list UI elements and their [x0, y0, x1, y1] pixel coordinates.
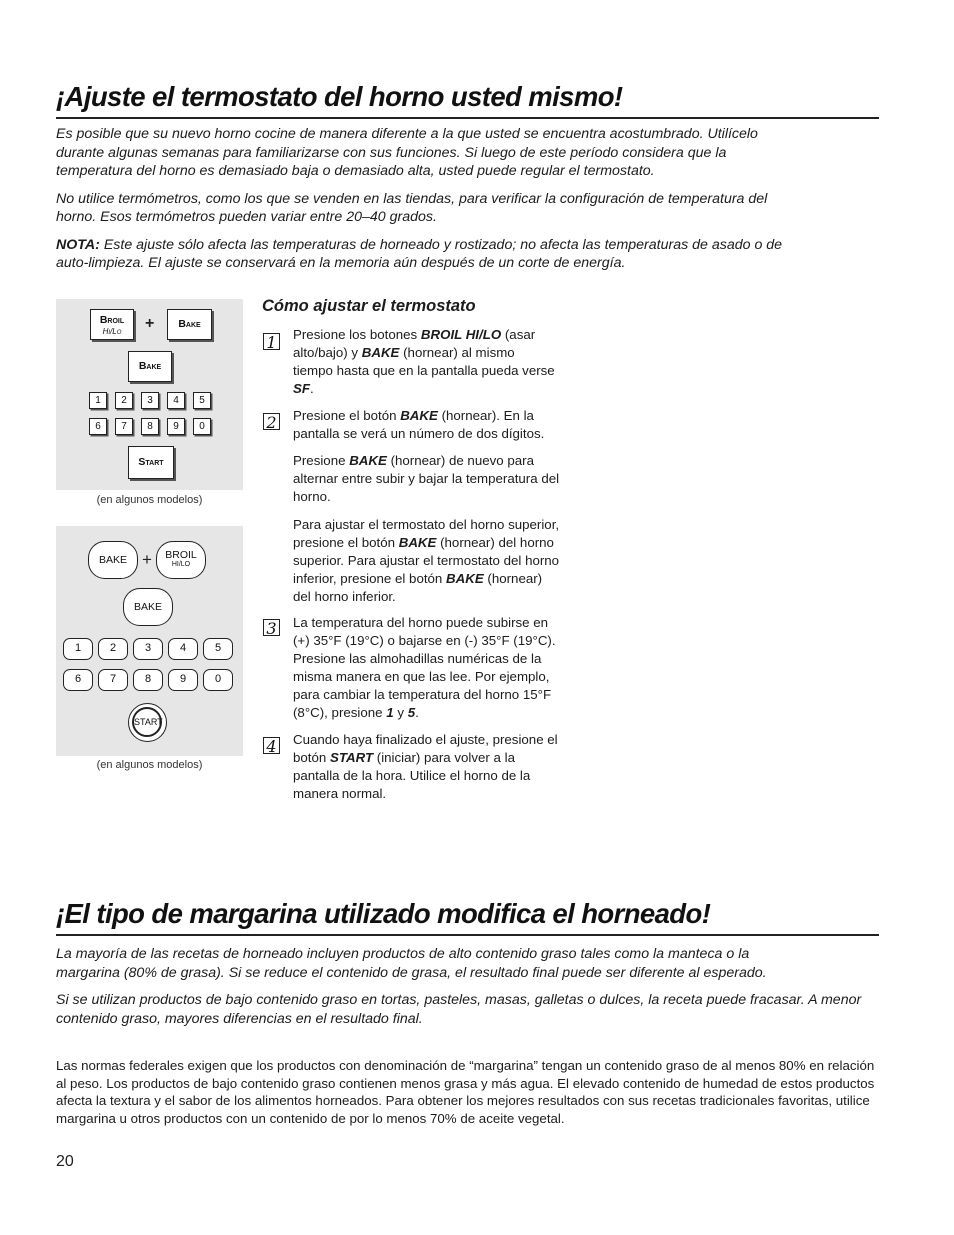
step-2-text-b: Presione BAKE (hornear) de nuevo para alternar entre subir y bajar la temperatura del horno.	[293, 453, 560, 504]
control-panel-1	[56, 299, 243, 490]
number-key-3[interactable]: 3	[141, 392, 159, 409]
note-paragraph	[56, 236, 801, 273]
broil-hi-lo-key[interactable]	[90, 309, 134, 340]
broil-key-sublabel: HI/LO	[171, 561, 191, 568]
step-3-text: La temperatura del horno puede subirse en (+) 35°F (19°C) o bajarse en (-) 35°F (19°C). Presione las almohadillas numéricas de la misma manera en que las lee. Por ejemplo, para cambiar la temperatura del horno 15°F (8°C), presione 1 y 5.	[293, 615, 556, 720]
section-title-margarine: ¡El tipo de margarina utilizado modifica el horneado!	[56, 897, 879, 936]
panel-2-caption: (en algunos modelos)	[96, 759, 203, 771]
broil-hi-lo-key[interactable]	[156, 541, 206, 579]
intro-paragraph-2: No utilice termómetros, como los que se venden en las tiendas, para verificar la configuración de temperatura del horno. Esos termómetros pueden variar entre 20–40 grados.	[56, 190, 768, 225]
bake-key-alt[interactable]: BAKE	[123, 588, 173, 626]
number-key-1[interactable]: 1	[63, 638, 93, 660]
number-key-2[interactable]: 2	[98, 638, 128, 660]
number-key-9[interactable]: 9	[168, 669, 198, 691]
number-key-6[interactable]: 6	[63, 669, 93, 691]
broil-key-label: BROIL	[165, 549, 197, 561]
broil-key-label: Broil	[99, 314, 125, 326]
margarine-paragraph-2: Si se utilizan productos de bajo contenido graso en tortas, pasteles, masas, galletas o dulces, la receta puede fracasar. A menor contenido graso, mayores diferencias en el resultado final.	[56, 992, 862, 1027]
bake-key[interactable]: Bake	[167, 309, 212, 340]
number-key-0[interactable]: 0	[193, 418, 211, 435]
step-number-3: 3	[263, 619, 280, 636]
number-key-5[interactable]: 5	[193, 392, 211, 409]
margarine-paragraph-3: Las normas federales exigen que los productos con denominación de “margarina” tengan un contenido graso de al menos 80% en relación al peso. Los productos de bajo contenido graso contienen menos grasa y más agua. El elevado contenido de humedad de estos productos afecta la textura y el sabor de los alimentos horneados. Para obtener los mejores resultados con sus recetas tradicionales favoritas, utilice margarina u otros productos con un contenido de por lo menos 70% de aceite vegetal.	[56, 1058, 875, 1126]
step-2-text: Presione el botón BAKE (hornear). En la pantalla se verá un número de dos dígitos.	[293, 408, 545, 441]
number-key-5[interactable]: 5	[203, 638, 233, 660]
bake-key[interactable]: BAKE	[88, 541, 138, 579]
number-key-8[interactable]: 8	[141, 418, 159, 435]
step-2-text-c: Para ajustar el termostato del horno superior, presione el botón BAKE (hornear) del horno superior. Para ajustar el termostato del horno inferior, presione el botón BAKE (hornear) del horno inferior.	[293, 517, 560, 604]
start-key[interactable]	[128, 703, 167, 742]
number-key-4[interactable]: 4	[167, 392, 185, 409]
number-key-8[interactable]: 8	[133, 669, 163, 691]
intro-paragraphs	[56, 125, 801, 282]
step-number-4: 4	[263, 737, 280, 754]
plus-sign: +	[142, 550, 152, 569]
start-key-label: START	[132, 707, 162, 737]
steps-heading: Cómo ajustar el termostato	[262, 297, 476, 315]
number-key-9[interactable]: 9	[167, 418, 185, 435]
number-key-6[interactable]: 6	[89, 418, 107, 435]
note-label: NOTA:	[56, 236, 100, 253]
step-4-text: Cuando haya finalizado el ajuste, presione el botón START (iniciar) para volver a la pantalla de la hora. Utilice el horno de la manera normal.	[293, 732, 558, 801]
number-key-0[interactable]: 0	[203, 669, 233, 691]
control-panel-2	[56, 526, 243, 756]
margarine-intro	[56, 945, 871, 1037]
number-key-2[interactable]: 2	[115, 392, 133, 409]
number-key-4[interactable]: 4	[168, 638, 198, 660]
panel-1-caption: (en algunos modelos)	[96, 494, 203, 506]
number-key-1[interactable]: 1	[89, 392, 107, 409]
step-1-text: Presione los botones BROIL HI/LO (asar alto/bajo) y BAKE (hornear) al mismo tiempo hasta que en la pantalla pueda verse SF.	[293, 327, 555, 396]
bake-key-alt[interactable]: Bake	[128, 351, 172, 382]
margarine-paragraph-1: La mayoría de las recetas de horneado incluyen productos de alto contenido graso tales como la manteca o la margarina (80% de grasa). Si se reduce el contenido de grasa, el resultado final puede ser diferente al esperado.	[56, 946, 767, 981]
intro-paragraph-1: Es posible que su nuevo horno cocine de manera diferente a la que usted se encuentra acostumbrado. Utilícelo durante algunas semanas para familiarizarse con sus funciones. Si luego de este período considera que la temperatura del horno es demasiado baja o demasiado alta, usted puede regular el termostato.	[56, 126, 758, 179]
plus-sign: +	[145, 315, 155, 332]
page-number: 20	[56, 1153, 74, 1170]
number-key-7[interactable]: 7	[98, 669, 128, 691]
number-key-7[interactable]: 7	[115, 418, 133, 435]
start-key[interactable]: Start	[128, 446, 174, 479]
step-number-1: 1	[263, 333, 280, 350]
step-number-2: 2	[263, 413, 280, 430]
broil-key-sublabel: Hi/Lo	[102, 327, 122, 336]
section-title-thermostat: ¡Ajuste el termostato del horno usted mismo!	[56, 80, 879, 119]
note-text: Este ajuste sólo afecta las temperaturas de horneado y rostizado; no afecta las temperaturas de asado o de auto-limpieza. El ajuste se conservará en la memoria aún después de un corte de energía.	[56, 236, 783, 271]
number-key-3[interactable]: 3	[133, 638, 163, 660]
